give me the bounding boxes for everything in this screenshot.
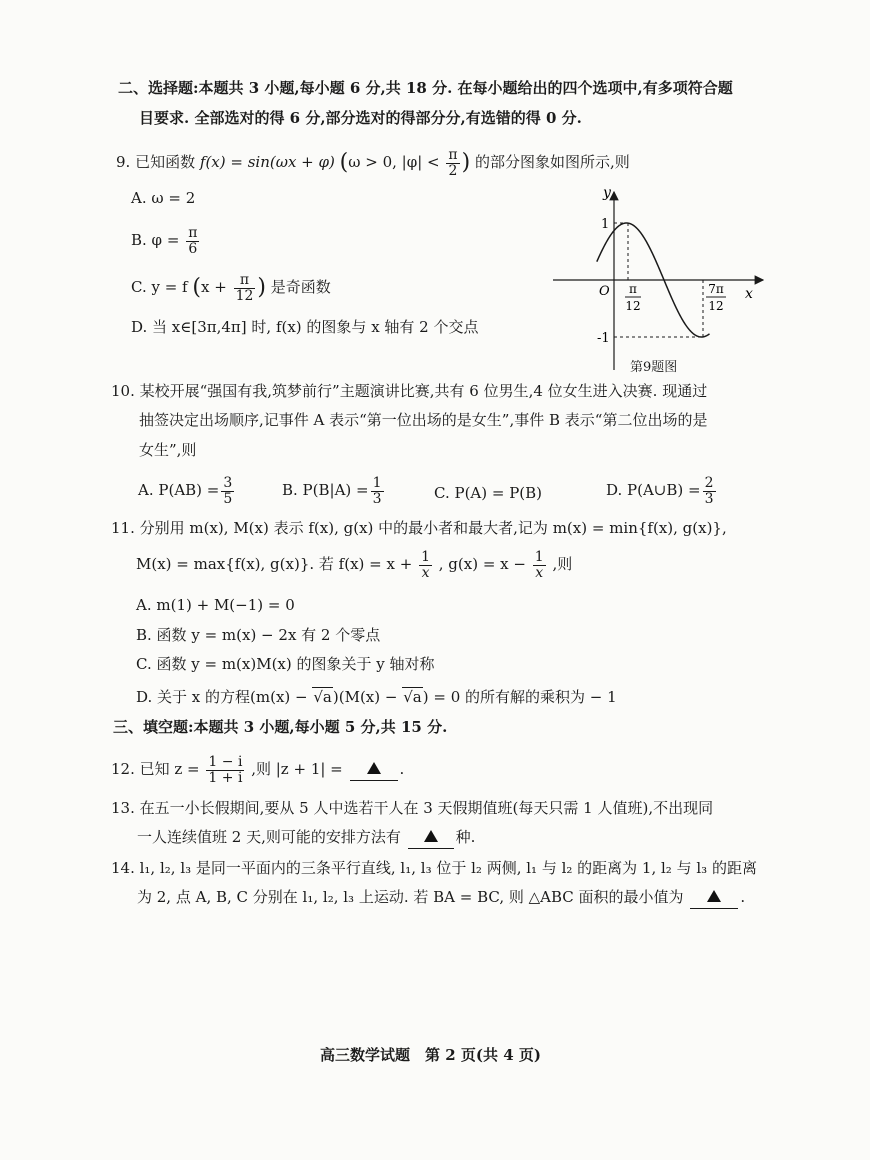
answer-blank[interactable] (350, 758, 398, 781)
answer-blank[interactable] (690, 886, 738, 909)
q10-option-b: B. P(B|A) = $\frac{1}{3}$ (282, 475, 382, 507)
max-value-label: 1 (601, 217, 610, 232)
q9-option-c: C. y = f (x + $\frac{\pi}{12}$ ) 是奇函数 (131, 272, 331, 304)
sqrt-a: √a (313, 688, 332, 706)
question-10-line-2: 抽签决定出场顺序,记事件 A 表示“第一位出场的是女生”,事件 B 表示“第二位出场的是 (139, 411, 708, 429)
triangle-marker-icon (707, 890, 721, 902)
answer-blank[interactable] (408, 826, 454, 849)
page-footer: 高三数学试题 第 2 页(共 4 页) (320, 1046, 541, 1064)
q9-option-d: D. 当 x∈[3π,4π] 时, f(x) 的图象与 x 轴有 2 个交点 (131, 318, 479, 336)
tick-7pi-over-12-num: 7π (708, 282, 724, 296)
section-3-title: 三、填空题:本题共 3 小题,每小题 5 分,共 15 分. (113, 718, 448, 736)
q10-option-a: A. P(AB) = $\frac{3}{5}$ (138, 475, 233, 507)
origin-label: O (599, 284, 610, 299)
question-number: 9. (116, 153, 131, 172)
triangle-marker-icon (424, 830, 438, 842)
question-12: 12. 已知 z = $\frac{1 - i}{1 + i}$ ,则 |z + 1| = . (111, 754, 405, 786)
y-axis-label: y (603, 185, 611, 201)
q11-option-b: B. 函数 y = m(x) − 2x 有 2 个零点 (136, 626, 381, 644)
tick-pi-over-12-den: 12 (625, 299, 641, 313)
q9-option-a: A. ω = 2 (131, 189, 196, 207)
section-2-instructions-line-2: 目要求. 全部选对的得 6 分,部分选对的得部分分,有选错的得 0 分. (139, 109, 582, 127)
function-expression: f(x) = sin(ωx + φ) (199, 153, 335, 172)
question-14-line-2: 为 2, 点 A, B, C 分别在 l₁, l₂, l₃ 上运动. 若 BA = BC, 则 △ABC 面积的最小值为 . (137, 886, 745, 909)
question-9-stem: 9. 已知函数 f(x) = sin(ωx + φ) (ω > 0, |φ| < $\frac{\pi}{2}$ ) 的部分图象如图所示,则 (116, 147, 630, 179)
fraction-pi-over-2: $\frac{\pi}{2}$ (448, 147, 458, 179)
stem-text: 已知函数 (135, 153, 196, 172)
tick-pi-over-12-num: π (629, 282, 637, 296)
triangle-marker-icon (367, 762, 381, 774)
section-2-instructions-line-1: 二、选择题:本题共 3 小题,每小题 6 分,共 18 分. 在每小题给出的四个选项中,有多项符合题 (118, 79, 733, 97)
question-14-line-1: 14. l₁, l₂, l₃ 是同一平面内的三条平行直线, l₁, l₃ 位于 l₂ 两侧, l₁ 与 l₂ 的距离为 1, l₂ 与 l₃ 的距离 (111, 859, 757, 877)
question-10-line-1: 10. 某校开展“强国有我,筑梦前行”主题演讲比赛,共有 6 位男生,4 位女生进入决赛. 现通过 (111, 382, 708, 400)
question-11-line-1: 11. 分别用 m(x), M(x) 表示 f(x), g(x) 中的最小者和最大者,记为 m(x) = min{f(x), g(x)}, (111, 519, 727, 537)
q11-option-a: A. m(1) + M(−1) = 0 (136, 596, 295, 614)
q10-option-d: D. P(A∪B) = $\frac{2}{3}$ (606, 475, 714, 507)
min-value-label: -1 (597, 331, 610, 346)
stem-text-end: 的部分图象如图所示,则 (474, 153, 630, 172)
q10-option-c: C. P(A) = P(B) (434, 484, 543, 502)
sqrt-a-2: √a (403, 688, 422, 706)
question-10-line-3: 女生”,则 (139, 441, 197, 459)
q9-sine-graph (545, 180, 775, 375)
q11-option-d: D. 关于 x 的方程(m(x) − √a)(M(x) − √a) = 0 的所有解的乘积为 − 1 (136, 688, 617, 706)
question-13-line-1: 13. 在五一小长假期间,要从 5 人中选若干人在 3 天假期值班(每天只需 1 人值班),不出现同 (111, 799, 714, 817)
tick-7pi-over-12-den: 12 (708, 299, 724, 313)
q9-option-b: B. φ = $\frac{\pi}{6}$ (131, 225, 198, 257)
q11-option-c: C. 函数 y = m(x)M(x) 的图象关于 y 轴对称 (136, 655, 435, 673)
question-11-line-2: M(x) = max{f(x), g(x)}. 若 f(x) = x + $\frac{1}{x}$ , g(x) = x − $\frac{1}{x}$ ,则 (136, 549, 573, 581)
x-axis-label: x (745, 286, 753, 302)
question-13-line-2: 一人连续值班 2 天,则可能的安排方法有 种. (137, 826, 475, 849)
figure-caption: 第9题图 (630, 360, 678, 375)
parameter-condition: ω > 0, |φ| < (348, 153, 440, 172)
